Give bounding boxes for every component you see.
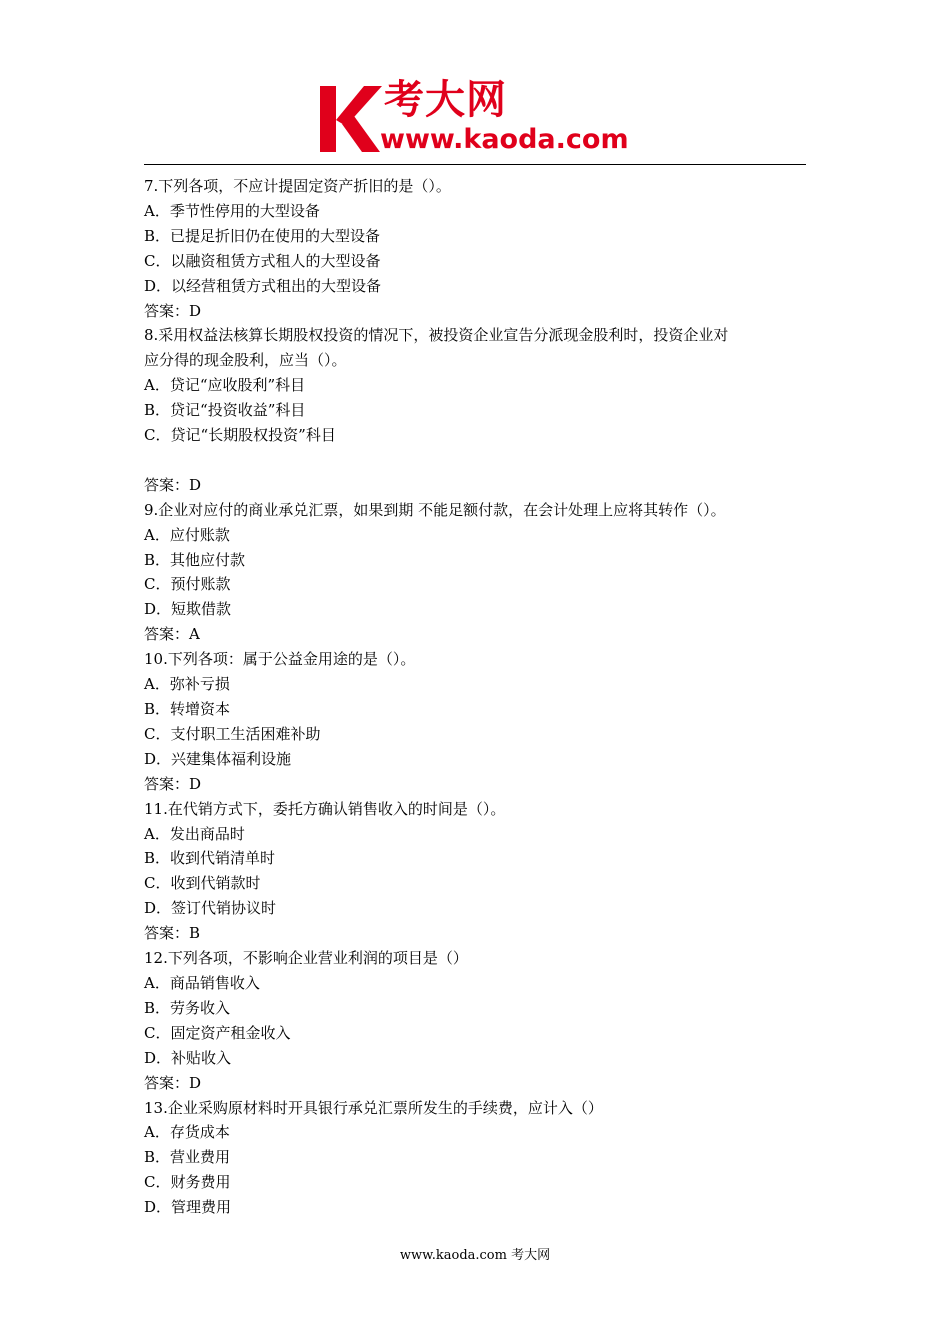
logo-url: www.kaoda.com <box>380 124 629 155</box>
option-c: C．预付账款 <box>144 575 231 594</box>
question-7 <box>144 174 808 323</box>
answer: 答案：D <box>144 1073 202 1092</box>
question-13 <box>144 1096 808 1221</box>
option-b: B．其他应付款 <box>144 550 246 569</box>
option-a: A．应付账款 <box>144 525 230 544</box>
question-stem: 12.下列各项，不影响企业营业利润的项目是（） <box>144 949 468 968</box>
option-c: C．收到代销款时 <box>144 874 261 893</box>
question-10 <box>144 647 808 796</box>
option-b: B．已提足折旧仍在使用的大型设备 <box>144 226 381 245</box>
page-footer: www.kaoda.com 考大网 <box>399 1248 551 1263</box>
question-8 <box>144 323 808 497</box>
logo-k-icon <box>318 82 384 156</box>
option-b: B．贷记“投资收益”科目 <box>144 401 306 420</box>
option-c: C．以融资租赁方式租人的大型设备 <box>144 251 381 270</box>
blank-line <box>144 448 808 473</box>
question-list <box>144 174 808 1220</box>
question-stem: 13.企业采购原材料时开具银行承兑汇票所发生的手续费，应计入（） <box>144 1098 603 1117</box>
option-c: C．财务费用 <box>144 1173 231 1192</box>
answer: 答案：D <box>144 774 202 793</box>
question-stem: 8.采用权益法核算长期股权投资的情况下，被投资企业宣告分派现金股利时，投资企业对 <box>144 326 729 345</box>
answer: 答案：B <box>144 924 201 943</box>
option-a: A．弥补亏损 <box>144 675 230 694</box>
option-b: B．营业费用 <box>144 1148 231 1167</box>
option-d: D．以经营租赁方式租出的大型设备 <box>144 276 382 295</box>
question-stem-continued: 应分得的现金股利，应当（）。 <box>144 351 347 370</box>
option-b: B．劳务收入 <box>144 998 231 1017</box>
answer: 答案：D <box>144 301 202 320</box>
question-11 <box>144 797 808 946</box>
question-12 <box>144 946 808 1095</box>
option-b: B．收到代销清单时 <box>144 849 276 868</box>
option-b: B．转增资本 <box>144 700 231 719</box>
header-divider <box>144 164 806 165</box>
question-stem: 10.下列各项：属于公益金用途的是（）。 <box>144 650 416 669</box>
option-d: D．兴建集体福利设施 <box>144 749 292 768</box>
question-stem: 11.在代销方式下，委托方确认销售收入的时间是（）。 <box>144 799 506 818</box>
kaoda-logo <box>318 76 638 160</box>
option-d: D．补贴收入 <box>144 1048 232 1067</box>
option-c: C．贷记“长期股权投资”科目 <box>144 426 336 445</box>
option-a: A．贷记“应收股利”科目 <box>144 376 306 395</box>
option-a: A．商品销售收入 <box>144 973 260 992</box>
option-a: A．存货成本 <box>144 1123 230 1142</box>
question-stem: 7.下列各项，不应计提固定资产折旧的是（）。 <box>144 177 451 195</box>
option-d: D．短欺借款 <box>144 600 232 619</box>
option-a: A．季节性停用的大型设备 <box>144 201 320 220</box>
option-d: D．管理费用 <box>144 1198 232 1217</box>
question-stem: 9.企业对应付的商业承兑汇票，如果到期 不能足额付款，在会计处理上应将其转作（）。 <box>144 500 726 519</box>
option-a: A．发出商品时 <box>144 824 245 843</box>
question-9 <box>144 498 808 647</box>
option-d: D．签订代销协议时 <box>144 899 277 918</box>
answer: 答案：D <box>144 475 202 494</box>
answer: 答案：A <box>144 625 200 644</box>
logo-chinese-name: 考大网 <box>384 77 507 123</box>
option-c: C．固定资产租金收入 <box>144 1023 291 1042</box>
option-c: C．支付职工生活困难补助 <box>144 724 321 743</box>
